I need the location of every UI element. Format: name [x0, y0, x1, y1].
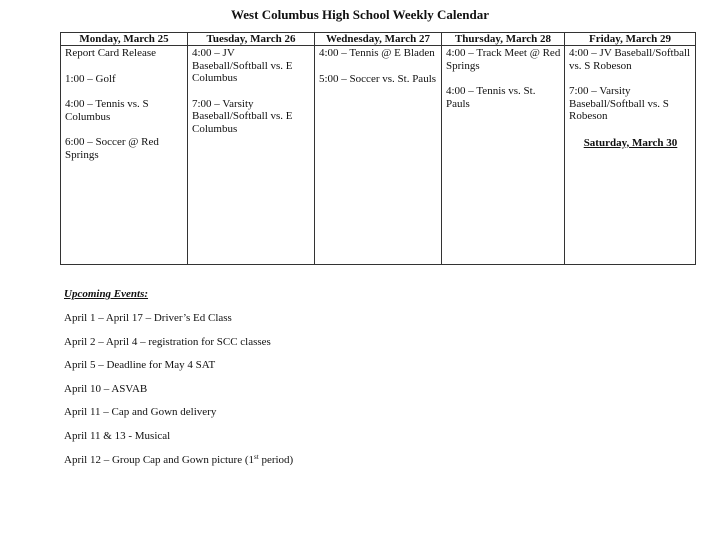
ordinal-suffix: st	[254, 452, 259, 461]
calendar-header-row	[61, 33, 696, 46]
event-text: period)	[258, 453, 294, 466]
calendar-event: 7:00 – Varsity Baseball/Softball vs. S Robeson	[569, 85, 669, 122]
upcoming-event-item: April 2 – April 4 – registration for SCC classes	[64, 335, 271, 348]
calendar-event: 4:00 – JV Baseball/Softball vs. S Robeson	[569, 47, 691, 72]
upcoming-events	[64, 288, 664, 477]
day-cell-tuesday	[188, 46, 315, 265]
calendar-event: 6:00 – Soccer @ Red Springs	[65, 136, 159, 161]
calendar-event: 4:00 – Tennis vs. St. Pauls	[446, 85, 536, 110]
calendar-event: 7:00 – Varsity Baseball/Softball vs. E Columbus	[192, 97, 293, 135]
upcoming-events-heading: Upcoming Events:	[64, 288, 149, 300]
day-header-monday: Monday, March 25	[61, 33, 188, 46]
day-cell-monday	[61, 46, 188, 265]
event-text: April 12 – Group Cap and Gown picture (1	[64, 453, 255, 466]
day-header-tuesday: Tuesday, March 26	[188, 33, 315, 46]
calendar-event: 4:00 – Tennis vs. S Columbus	[65, 98, 149, 123]
upcoming-event-item: April 1 – April 17 – Driver’s Ed Class	[64, 312, 232, 324]
upcoming-event-item: April 5 – Deadline for May 4 SAT	[64, 359, 216, 372]
calendar-event: 4:00 – JV Baseball/Softball vs. E Columbus	[192, 47, 293, 84]
saturday-label: Saturday, March 30	[583, 136, 678, 149]
calendar-event: 1:00 – Golf	[65, 72, 116, 85]
page-title: West Columbus High School Weekly Calendar	[231, 7, 489, 22]
calendar-event: Report Card Release	[65, 47, 157, 59]
day-cell-friday	[565, 46, 696, 265]
day-header-thursday: Thursday, March 28	[442, 33, 565, 46]
day-cell-thursday	[442, 46, 565, 265]
upcoming-event-item: April 11 – Cap and Gown delivery	[64, 406, 217, 419]
calendar-event: 4:00 – Track Meet @ Red Springs	[446, 47, 561, 72]
day-header-friday: Friday, March 29	[565, 33, 696, 46]
upcoming-event-item: April 10 – ASVAB	[64, 382, 148, 395]
weekly-calendar-table	[60, 32, 696, 265]
day-cell-wednesday	[315, 46, 442, 265]
calendar-event: 4:00 – Tennis @ E Bladen	[319, 47, 435, 59]
day-header-wednesday: Wednesday, March 27	[315, 33, 442, 46]
upcoming-event-item	[64, 454, 664, 467]
calendar-event: 5:00 – Soccer vs. St. Pauls	[319, 72, 437, 85]
calendar-events-row	[61, 46, 696, 265]
upcoming-event-item: April 11 & 13 - Musical	[64, 429, 171, 442]
